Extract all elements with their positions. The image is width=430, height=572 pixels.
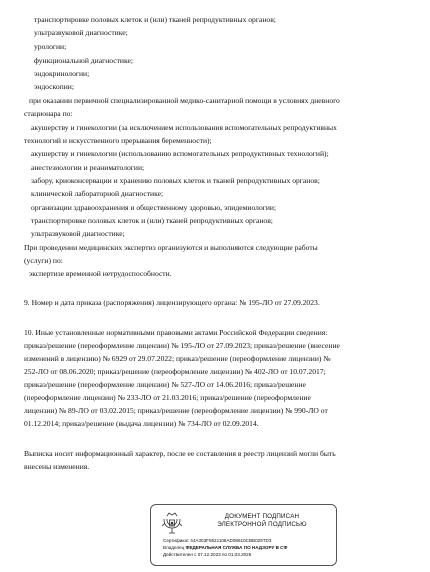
text-line: ультразвуковой диагностике;: [34, 28, 128, 37]
electronic-signature-stamp: [150, 504, 337, 566]
certificate-value: 44A303F5521108AD08610CBB025TD3: [190, 538, 272, 543]
text-line: акушерству и гинекологии (использованию вспомогательных репродуктивных технологий);: [31, 149, 329, 158]
text-line: при оказании первичной специализированной медико-санитарной помощи в условиях дневного: [29, 96, 340, 105]
stamp-title-line: ДОКУМЕНТ ПОДПИСАН: [224, 513, 300, 520]
text-line: организации здравоохранения и общественному здоровью, эпидемиологии;: [31, 203, 277, 212]
text-line: технологий и искусственного прерывания беременности);: [24, 136, 212, 145]
owner-label: Владелец: [163, 545, 185, 550]
coat-of-arms-icon: [161, 511, 183, 537]
text-line: экспертизе временной нетрудоспособности.: [29, 269, 172, 278]
text-line: (переоформление лицензии) № 233-ЛО от 21.03.2016; приказ/решение (переоформление: [24, 393, 311, 402]
text-line: эндокринологии;: [34, 69, 90, 78]
text-line: анестезиологии и реаниматологии;: [31, 163, 145, 172]
text-line: транспортировке половых клеток и (или) тканей репродуктивных органов;: [31, 216, 273, 225]
text-line: изменений в лицензию) № 6929 от 29.07.2022; приказ/решение (переоформление лицензии) №: [24, 354, 331, 363]
text-line: функциональной диагностике;: [34, 56, 133, 65]
owner-row: [163, 545, 287, 551]
text-line: акушерству и гинекологии (за исключением использования вспомогательных репродуктивных: [31, 123, 337, 132]
text-line: 252-ЛО от 08.06.2020; приказ/решение (переоформление лицензии) № 402-ЛО от 10.07.2017;: [24, 367, 326, 376]
text-line: забору, криоконсервации и хранению половых клеток и тканей репродуктивных органов;: [31, 176, 320, 185]
text-line: приказ/решение (переоформление лицензии) № 195-ЛО от 27.09.2023; приказ/решение (внесение: [24, 341, 340, 350]
text-line: транспортировке половых клеток и (или) тканей репродуктивных органов;: [34, 15, 276, 24]
text-line: эндоскопии;: [34, 82, 74, 91]
stamp-title: [197, 513, 327, 529]
disclaimer-text: Выписка носит информационный характер, после ее составления в реестр лицензий могли быть: [24, 449, 336, 458]
text-line: приказ/решение (переоформление лицензии) № 527-ЛО от 14.06.2016; приказ/решение: [24, 380, 306, 389]
text-line: клинической лабораторной диагностике;: [31, 189, 164, 198]
owner-value: ФЕДЕРАЛЬНАЯ СЛУЖБА ПО НАДЗОРУ В СФ: [185, 545, 288, 550]
section-10-heading: 10. Иные установленные нормативными правовыми актами Российской Федерации сведения:: [24, 328, 328, 337]
text-line: При проведении медицинских экспертиз организуются и выполняются следующие работы: [24, 243, 318, 252]
disclaimer-text: внесены изменения.: [24, 462, 90, 471]
certificate-label: Сертификат: [163, 538, 190, 543]
text-line: стационара по:: [24, 109, 73, 118]
text-line: (услуги) по:: [24, 256, 63, 265]
text-line: лицензии) № 89-ЛО от 03.02.2015; приказ/решение (переоформление лицензии) № 990-ЛО от: [24, 406, 328, 415]
certificate-row: [163, 538, 271, 544]
text-line: урологии;: [34, 42, 67, 51]
text-line: 01.12.2014; приказ/решение (выдача лицензии) № 734-ЛО от 02.09.2014.: [24, 419, 259, 428]
stamp-title-line: ЭЛЕКТРОННОЙ ПОДПИСЬЮ: [217, 521, 307, 528]
text-line: ультразвуковой диагностике;: [31, 229, 125, 238]
validity-text: Действителен с 07.12.2023 по 01.03.2025: [163, 552, 252, 557]
section-9-text: 9. Номер и дата приказа (распоряжения) лицензирующего органа: № 195-ЛО от 27.09.2023.: [24, 298, 320, 307]
